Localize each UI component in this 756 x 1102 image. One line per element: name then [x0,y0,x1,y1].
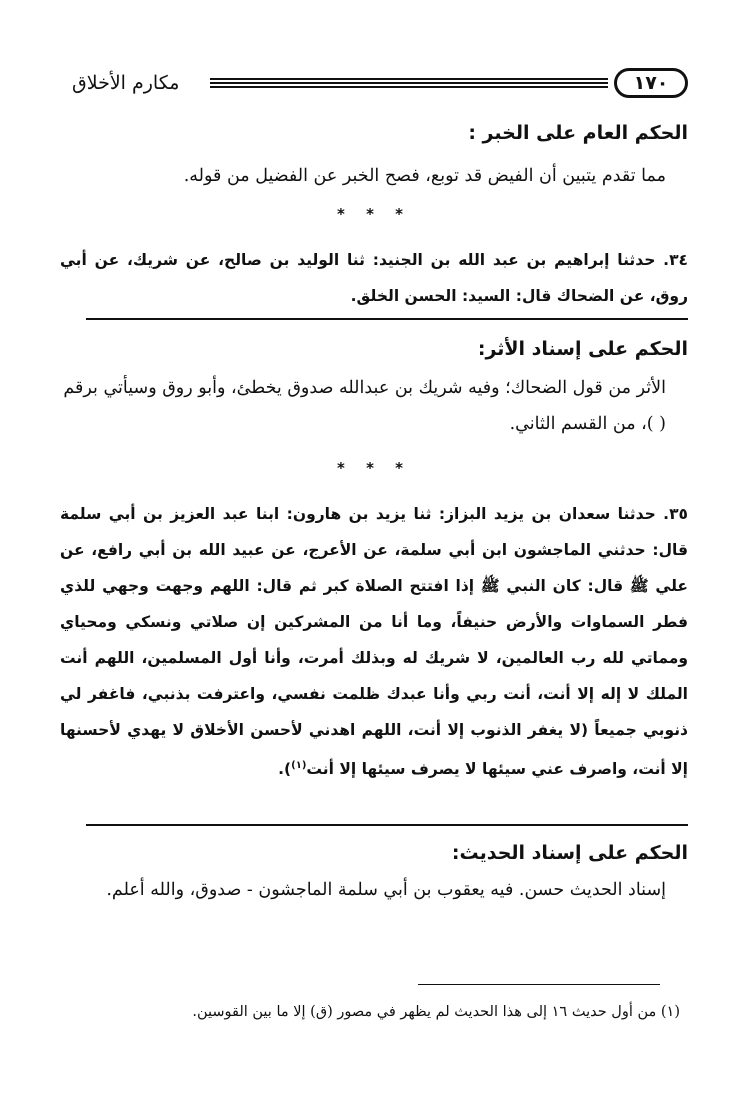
section-rule [86,318,688,320]
hadith-35 [60,496,688,787]
footnote: (١) من أول حديث ١٦ إلى هذا الحديث لم يظهر في مصور (ق) إلا ما بين القوسين. [192,1004,680,1020]
section-body: الأثر من قول الضحاك؛ وفيه شريك بن عبدالله صدوق يخطئ، وأبو روق وسيأتي برقم ( )، من القسم الثاني. [63,378,666,434]
section-heading: الحكم على إسناد الحديث: [451,842,688,864]
footnote-marker[interactable]: (١) [291,760,307,771]
book-title: مكارم الأخلاق [72,72,180,94]
header-rules [210,78,608,90]
section-separator: * * * [337,459,411,477]
section-hadith-ruling [60,838,688,908]
running-header [72,66,688,106]
section-body: إسناد الحديث حسن. فيه يعقوب بن أبي سلمة الماجشون - صدوق، والله أعلم. [106,880,666,900]
hadith-34: ٣٤. حدثنا إبراهيم بن عبد الله بن الجنيد: ثنا الوليد بن صالح، عن شريك، عن أبي روق، عن الضحاك قال: السيد: الحسن الخلق. [60,251,688,305]
hadith-35-text: ٣٥. حدثنا سعدان بن يزيد البزاز: ثنا يزيد بن هارون: ابنا عبد العزيز بن أبي سلمة قال: حدثني الماجشون ابن أبي سلمة، عن الأعرج، عن عبيد الله بن أبي رافع، عن علي ﷺ قال: كان النبي ﷺ إذا افتتح الصلاة كبر ثم قال: اللهم وجهت وجهي للذي فطر السماوات والأرض حنيفاً، وما أنا من المشركين إن صلاتي ونسكي ومحياي ومماتي لله رب العالمين، لا شريك له وبذلك أمرت، وأنا أول المسلمين، اللهم أنت الملك لا إله إلا أنت، أنت ربي وأنا عبدك ظلمت نفسي، واعترفت بذنبي، فاغفر لي ذنوبي جميعاً (لا يغفر الذنوب إلا أنت، اللهم اهدني لأحسن الأخلاق لا يهدي لأحسنها إلا أنت، واصرف عني سيئها لا يصرف سيئها إلا أنت [60,505,688,779]
hadith-35-closing: ). [278,760,292,779]
page-number: ١٧٠ [614,68,688,98]
section-general-ruling [60,118,688,194]
section-heading: الحكم على إسناد الأثر: [477,338,688,360]
footnote-rule [418,984,660,985]
section-rule [86,824,688,826]
section-body: مما تقدم يتبين أن الفيض قد توبع، فصح الخبر عن الفضيل من قوله. [183,166,666,186]
section-heading: الحكم العام على الخبر : [468,122,688,144]
section-separator: * * * [337,205,411,223]
section-athar-ruling [60,334,688,442]
